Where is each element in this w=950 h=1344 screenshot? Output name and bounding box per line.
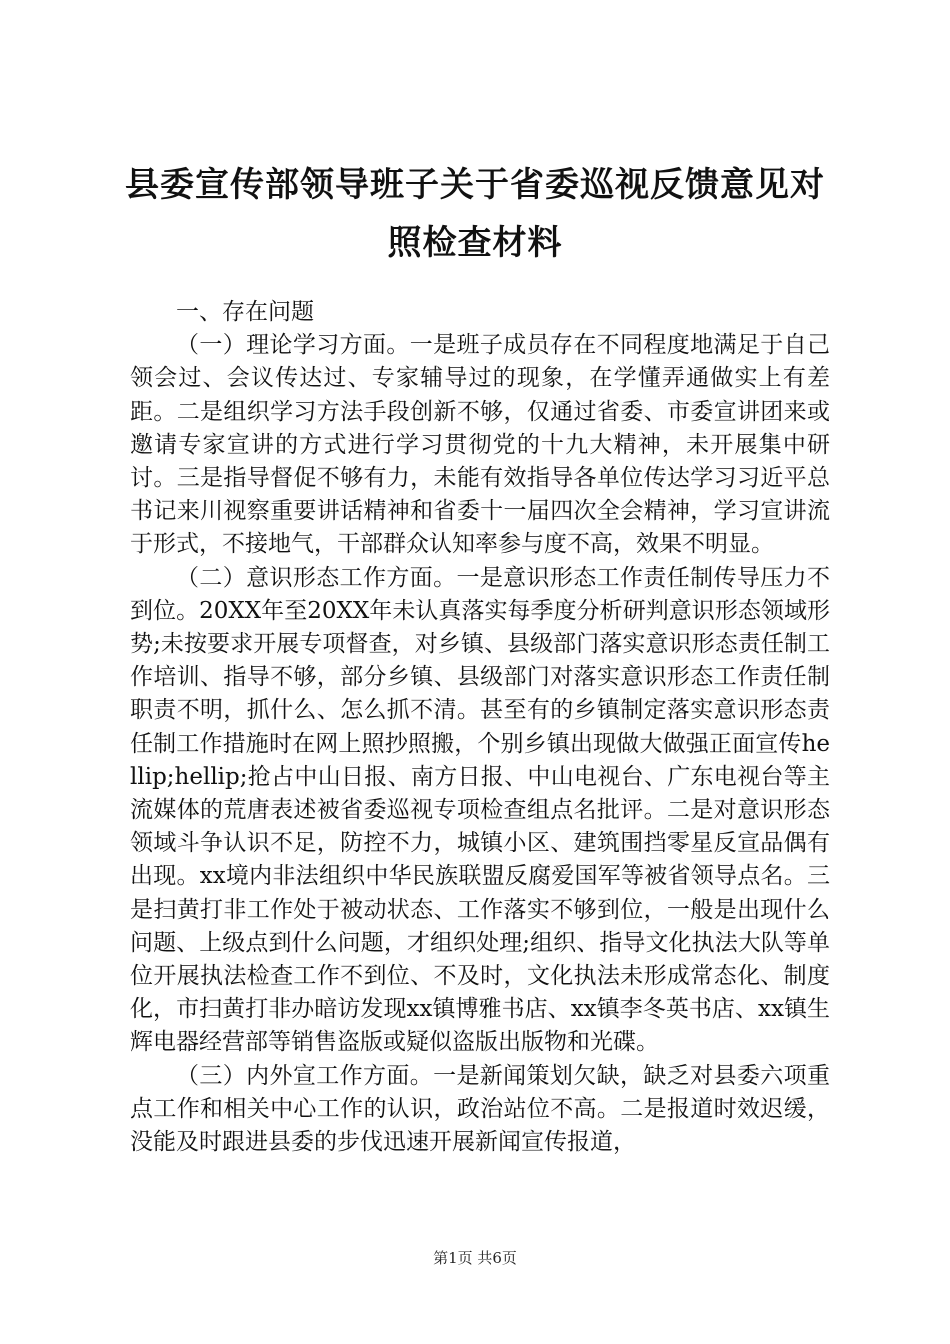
- document-title: [110, 156, 840, 272]
- paragraph-theory-study: （一）理论学习方面。一是班子成员存在不同程度地满足于自己领会过、会议传达过、专家辅导过的现象，在学懂弄通做实上有差距。二是组织学习方法手段创新不够，仅通过省委、市委宣讲团来或邀请专家宣讲的方式进行学习贯彻党的十九大精神，未开展集中研讨。三是指导督促不够有力，未能有效指导各单位传达学习习近平总书记来川视察重要讲话精神和省委十一届四次全会精神，学习宣讲流于形式，不接地气，干部群众认知率参与度不高，效果不明显。: [130, 332, 830, 558]
- title-line-1: 县委宣传部领导班子关于省委巡视反馈意见对: [125, 165, 825, 205]
- page-number-footer: 第1页 共6页: [433, 1249, 517, 1267]
- document-body: [130, 296, 830, 1159]
- paragraph-ideology-work: （二）意识形态工作方面。一是意识形态工作责任制传导压力不到位。20XX年至20XX年未认真落实每季度分析研判意识形态领域形势;未按要求开展专项督查，对乡镇、县级部门落实意识形态责任制工作培训、指导不够，部分乡镇、县级部门对落实意识形态工作责任制职责不明，抓什么、怎么抓不清。甚至有的乡镇制定落实意识形态责任制工作措施时在网上照抄照搬，个别乡镇出现做大做强正面宣传hellip;hellip;抢占中山日报、南方日报、中山电视台、广东电视台等主流媒体的荒唐表述被省委巡视专项检查组点名批评。二是对意识形态领域斗争认识不足，防控不力，城镇小区、建筑围挡零星反宣品偶有出现。xx境内非法组织中华民族联盟反腐爱国军等被省领导点名。三是扫黄打非工作处于被动状态、工作落实不够到位，一般是出现什么问题、上级点到什么问题，才组织处理;组织、指导文化执法大队等单位开展执法检查工作不到位、不及时，文化执法未形成常态化、制度化，市扫黄打非办暗访发现xx镇博雅书店、xx镇李冬英书店、xx镇生辉电器经营部等销售盗版或疑似盗版出版物和光碟。: [130, 564, 830, 1056]
- paragraph-publicity-work: （三）内外宣工作方面。一是新闻策划欠缺，缺乏对县委六项重点工作和相关中心工作的认识，政治站位不高。二是报道时效迟缓，没能及时跟进县委的步伐迅速开展新闻宣传报道，: [130, 1062, 830, 1156]
- title-line-2: 照检查材料: [387, 223, 563, 263]
- section-heading: 一、存在问题: [176, 299, 314, 325]
